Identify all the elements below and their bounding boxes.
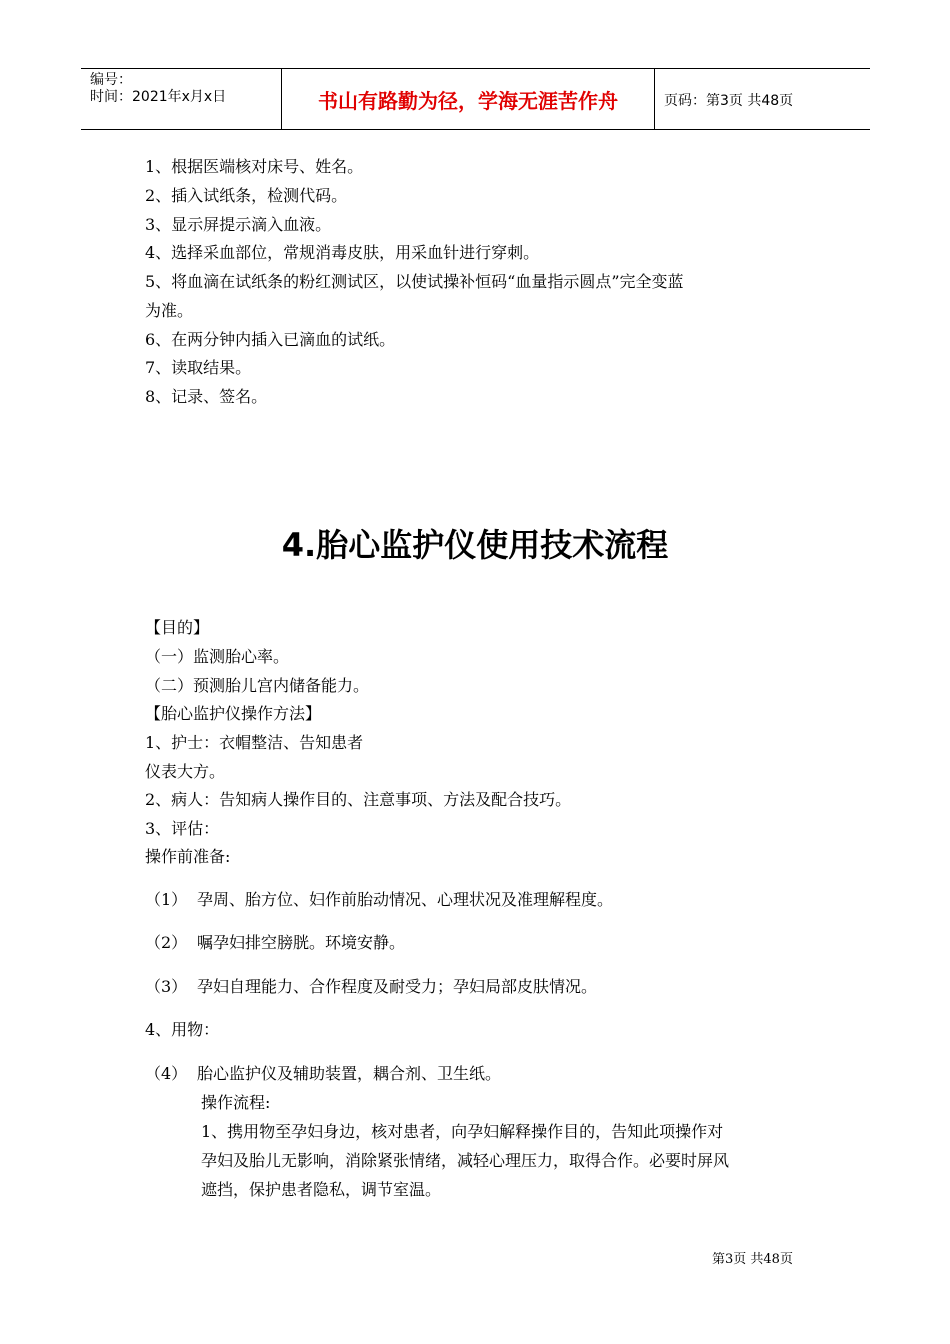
section-title: 4.胎心监护仪使用技术流程 — [281, 526, 669, 564]
item-number: （1） — [145, 890, 188, 909]
list-item — [145, 933, 405, 953]
item-text: 孕妇自理能力、合作程度及耐受力；孕妇局部皮肤情况。 — [197, 977, 598, 996]
motto: 书山有路勤为径，学海无涯苦作舟 — [318, 89, 618, 113]
step-line: 5、将血滴在试纸条的粉红测试区，以使试操补恒码“血量指示圆点”完全变蓝 — [145, 272, 684, 291]
header-motto-cell — [282, 69, 655, 129]
supplies-line: 4、用物： — [145, 1020, 220, 1039]
nurse-line: 1、护士：衣帽整洁、告知患者 — [145, 733, 364, 752]
prep-line: 操作前准备: — [145, 847, 231, 866]
header-page-info: 页码：第3页 共48页 — [664, 93, 794, 109]
header-info-cell — [81, 69, 282, 129]
item-number: （3） — [145, 977, 188, 996]
step-line: 为准。 — [145, 301, 194, 320]
method-heading: 【胎心监护仪操作方法】 — [145, 704, 322, 723]
list-item — [145, 977, 597, 997]
item-text: 嘱孕妇排空膀胱。环境安静。 — [197, 933, 406, 952]
flow-line: 遮挡，保护患者隐私，调节室温。 — [201, 1180, 442, 1199]
item-number: （2） — [145, 933, 188, 952]
patient-line: 2、病人：告知病人操作目的、注意事项、方法及配合技巧。 — [145, 790, 572, 809]
assess-line: 3、评估： — [145, 819, 220, 838]
step-line: 2、插入试纸条，检测代码。 — [145, 186, 348, 205]
step-line: 8、记录、签名。 — [145, 387, 268, 406]
flow-heading: 操作流程: — [201, 1093, 271, 1112]
step-line: 3、显示屏提示滴入血液。 — [145, 215, 332, 234]
purpose-heading: 【目的】 — [145, 618, 210, 637]
step-line: 4、选择采血部位，常规消毒皮肤，用采血针进行穿刺。 — [145, 243, 540, 262]
purpose-item: （一）监测胎心率。 — [145, 647, 290, 666]
page-header — [81, 68, 870, 130]
list-item — [145, 1064, 501, 1084]
flow-line: 1、携用物至孕妇身边，核对患者，向孕妇解释操作目的，告知此项操作对 — [201, 1122, 724, 1141]
item-text: 孕周、胎方位、妇作前胎动情况、心理状况及准理解程度。 — [197, 890, 614, 909]
list-item — [145, 890, 613, 910]
item-text: 胎心监护仪及辅助装置，耦合剂、卫生纸。 — [197, 1064, 502, 1083]
page-footer: 第3页 共48页 — [712, 1252, 793, 1267]
header-page-cell — [655, 69, 870, 129]
nurse-line-continued: 仪表大方。 — [145, 762, 226, 781]
date-label: 时间：2021年x月x日 — [90, 89, 227, 105]
step-line: 7、读取结果。 — [145, 358, 252, 377]
item-number: （4） — [145, 1064, 188, 1083]
purpose-item: （二）预测胎儿宫内储备能力。 — [145, 676, 370, 695]
step-line: 1、根据医端核对床号、姓名。 — [145, 157, 364, 176]
step-line: 6、在两分钟内插入已滴血的试纸。 — [145, 330, 396, 349]
code-label: 编号： — [90, 72, 132, 88]
flow-line: 孕妇及胎儿无影响，消除紧张情绪，减轻心理压力，取得合作。必要时屏风 — [201, 1151, 730, 1170]
